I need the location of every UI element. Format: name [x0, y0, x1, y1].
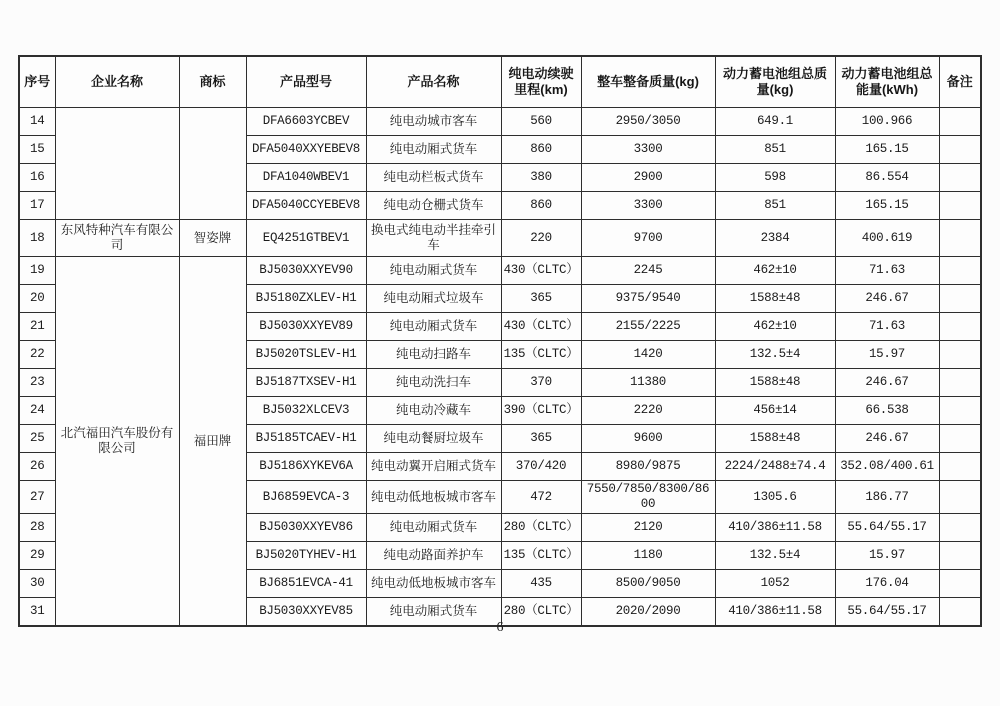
cell-range: 560 — [501, 108, 581, 136]
col-header-mass: 整车整备质量(kg) — [581, 56, 715, 108]
cell-mass: 2020/2090 — [581, 598, 715, 627]
cell-battery-mass: 2384 — [715, 220, 835, 257]
cell-battery-energy: 55.64/55.17 — [835, 514, 939, 542]
cell-no: 27 — [19, 481, 55, 514]
cell-trademark: 智姿牌 — [179, 220, 246, 257]
cell-remark — [939, 481, 981, 514]
cell-battery-energy: 71.63 — [835, 313, 939, 341]
cell-remark — [939, 453, 981, 481]
cell-mass: 2120 — [581, 514, 715, 542]
cell-battery-energy: 100.966 — [835, 108, 939, 136]
cell-company — [55, 108, 179, 220]
cell-range: 365 — [501, 425, 581, 453]
cell-model: EQ4251GTBEV1 — [246, 220, 366, 257]
cell-remark — [939, 514, 981, 542]
cell-battery-energy: 246.67 — [835, 425, 939, 453]
cell-mass: 8500/9050 — [581, 570, 715, 598]
cell-mass: 9700 — [581, 220, 715, 257]
cell-no: 18 — [19, 220, 55, 257]
col-header-model: 产品型号 — [246, 56, 366, 108]
cell-model: BJ5030XXYEV89 — [246, 313, 366, 341]
cell-trademark — [179, 108, 246, 220]
cell-no: 24 — [19, 397, 55, 425]
cell-trademark: 福田牌 — [179, 257, 246, 627]
cell-name: 纯电动栏板式货车 — [366, 164, 501, 192]
cell-no: 14 — [19, 108, 55, 136]
cell-company: 北汽福田汽车股份有限公司 — [55, 257, 179, 627]
cell-model: DFA5040XXYEBEV8 — [246, 136, 366, 164]
cell-no: 30 — [19, 570, 55, 598]
cell-range: 370/420 — [501, 453, 581, 481]
col-header-company: 企业名称 — [55, 56, 179, 108]
col-header-trademark: 商标 — [179, 56, 246, 108]
cell-mass: 2220 — [581, 397, 715, 425]
cell-battery-mass: 649.1 — [715, 108, 835, 136]
cell-mass: 8980/9875 — [581, 453, 715, 481]
cell-battery-energy: 246.67 — [835, 285, 939, 313]
cell-mass: 9600 — [581, 425, 715, 453]
cell-no: 19 — [19, 257, 55, 285]
cell-battery-mass: 1588±48 — [715, 369, 835, 397]
cell-range: 860 — [501, 136, 581, 164]
cell-mass: 3300 — [581, 136, 715, 164]
cell-no: 17 — [19, 192, 55, 220]
cell-battery-mass: 132.5±4 — [715, 542, 835, 570]
cell-remark — [939, 369, 981, 397]
cell-battery-energy: 186.77 — [835, 481, 939, 514]
vehicle-table — [18, 55, 982, 627]
cell-name: 纯电动翼开启厢式货车 — [366, 453, 501, 481]
cell-range: 280（CLTC） — [501, 598, 581, 627]
cell-name: 纯电动厢式货车 — [366, 136, 501, 164]
cell-model: BJ5030XXYEV90 — [246, 257, 366, 285]
cell-mass: 1420 — [581, 341, 715, 369]
cell-remark — [939, 220, 981, 257]
cell-battery-mass: 1588±48 — [715, 425, 835, 453]
cell-remark — [939, 257, 981, 285]
cell-model: BJ5186XYKEV6A — [246, 453, 366, 481]
cell-battery-mass: 851 — [715, 136, 835, 164]
cell-battery-energy: 400.619 — [835, 220, 939, 257]
cell-model: BJ5185TCAEV-H1 — [246, 425, 366, 453]
cell-battery-energy: 165.15 — [835, 192, 939, 220]
cell-model: BJ5187TXSEV-H1 — [246, 369, 366, 397]
cell-mass: 7550/7850/8300/8600 — [581, 481, 715, 514]
cell-range: 390（CLTC） — [501, 397, 581, 425]
cell-range: 430（CLTC） — [501, 257, 581, 285]
cell-no: 21 — [19, 313, 55, 341]
cell-name: 纯电动厢式货车 — [366, 257, 501, 285]
cell-battery-mass: 462±10 — [715, 257, 835, 285]
cell-name: 纯电动低地板城市客车 — [366, 481, 501, 514]
cell-no: 16 — [19, 164, 55, 192]
cell-mass: 2245 — [581, 257, 715, 285]
cell-name: 纯电动城市客车 — [366, 108, 501, 136]
cell-battery-mass: 1588±48 — [715, 285, 835, 313]
cell-range: 435 — [501, 570, 581, 598]
cell-remark — [939, 313, 981, 341]
cell-name: 纯电动厢式货车 — [366, 598, 501, 627]
col-header-battery-mass: 动力蓄电池组总质量(kg) — [715, 56, 835, 108]
cell-range: 365 — [501, 285, 581, 313]
cell-model: BJ5030XXYEV85 — [246, 598, 366, 627]
cell-model: DFA6603YCBEV — [246, 108, 366, 136]
table-row — [19, 108, 981, 136]
cell-battery-energy: 246.67 — [835, 369, 939, 397]
cell-model: BJ5030XXYEV86 — [246, 514, 366, 542]
cell-name: 纯电动低地板城市客车 — [366, 570, 501, 598]
cell-name: 纯电动路面养护车 — [366, 542, 501, 570]
cell-model: BJ6851EVCA-41 — [246, 570, 366, 598]
cell-mass: 1180 — [581, 542, 715, 570]
cell-remark — [939, 397, 981, 425]
col-header-battery-energy: 动力蓄电池组总能量(kWh) — [835, 56, 939, 108]
cell-model: BJ5180ZXLEV-H1 — [246, 285, 366, 313]
cell-range: 135（CLTC） — [501, 542, 581, 570]
cell-name: 纯电动洗扫车 — [366, 369, 501, 397]
cell-name: 纯电动厢式货车 — [366, 313, 501, 341]
cell-battery-energy: 352.08/400.61 — [835, 453, 939, 481]
cell-mass: 2900 — [581, 164, 715, 192]
cell-mass: 2155/2225 — [581, 313, 715, 341]
cell-name: 纯电动厢式货车 — [366, 514, 501, 542]
cell-battery-mass: 1305.6 — [715, 481, 835, 514]
cell-battery-mass: 598 — [715, 164, 835, 192]
cell-model: BJ6859EVCA-3 — [246, 481, 366, 514]
header-row — [19, 56, 981, 108]
cell-remark — [939, 108, 981, 136]
cell-remark — [939, 136, 981, 164]
cell-name: 纯电动餐厨垃圾车 — [366, 425, 501, 453]
cell-battery-mass: 132.5±4 — [715, 341, 835, 369]
table-row — [19, 257, 981, 285]
cell-name: 纯电动仓栅式货车 — [366, 192, 501, 220]
cell-range: 220 — [501, 220, 581, 257]
cell-battery-mass: 410/386±11.58 — [715, 598, 835, 627]
cell-battery-energy: 86.554 — [835, 164, 939, 192]
cell-battery-mass: 456±14 — [715, 397, 835, 425]
cell-remark — [939, 164, 981, 192]
cell-name: 纯电动厢式垃圾车 — [366, 285, 501, 313]
cell-no: 31 — [19, 598, 55, 627]
cell-remark — [939, 425, 981, 453]
cell-range: 135（CLTC） — [501, 341, 581, 369]
cell-mass: 9375/9540 — [581, 285, 715, 313]
cell-company: 东风特种汽车有限公司 — [55, 220, 179, 257]
cell-no: 26 — [19, 453, 55, 481]
cell-battery-energy: 15.97 — [835, 542, 939, 570]
cell-mass: 2950/3050 — [581, 108, 715, 136]
cell-no: 28 — [19, 514, 55, 542]
cell-range: 472 — [501, 481, 581, 514]
cell-range: 380 — [501, 164, 581, 192]
cell-model: BJ5020TYHEV-H1 — [246, 542, 366, 570]
cell-range: 280（CLTC） — [501, 514, 581, 542]
cell-battery-energy: 15.97 — [835, 341, 939, 369]
cell-battery-energy: 55.64/55.17 — [835, 598, 939, 627]
page-number: 6 — [496, 620, 504, 635]
cell-no: 22 — [19, 341, 55, 369]
cell-battery-mass: 851 — [715, 192, 835, 220]
cell-name: 纯电动扫路车 — [366, 341, 501, 369]
col-header-remark: 备注 — [939, 56, 981, 108]
cell-model: BJ5020TSLEV-H1 — [246, 341, 366, 369]
cell-remark — [939, 285, 981, 313]
cell-no: 20 — [19, 285, 55, 313]
cell-battery-mass: 2224/2488±74.4 — [715, 453, 835, 481]
cell-battery-energy: 165.15 — [835, 136, 939, 164]
cell-range: 430（CLTC） — [501, 313, 581, 341]
cell-no: 29 — [19, 542, 55, 570]
cell-battery-energy: 66.538 — [835, 397, 939, 425]
col-header-no: 序号 — [19, 56, 55, 108]
table-row — [19, 220, 981, 257]
cell-battery-energy: 71.63 — [835, 257, 939, 285]
cell-battery-mass: 462±10 — [715, 313, 835, 341]
cell-model: DFA1040WBEV1 — [246, 164, 366, 192]
cell-range: 370 — [501, 369, 581, 397]
cell-remark — [939, 570, 981, 598]
col-header-name: 产品名称 — [366, 56, 501, 108]
cell-remark — [939, 542, 981, 570]
cell-battery-energy: 176.04 — [835, 570, 939, 598]
cell-battery-mass: 410/386±11.58 — [715, 514, 835, 542]
cell-model: BJ5032XLCEV3 — [246, 397, 366, 425]
cell-no: 15 — [19, 136, 55, 164]
cell-no: 25 — [19, 425, 55, 453]
cell-no: 23 — [19, 369, 55, 397]
cell-name: 换电式纯电动半挂牵引车 — [366, 220, 501, 257]
cell-battery-mass: 1052 — [715, 570, 835, 598]
cell-range: 860 — [501, 192, 581, 220]
cell-model: DFA5040CCYEBEV8 — [246, 192, 366, 220]
cell-mass: 11380 — [581, 369, 715, 397]
cell-remark — [939, 341, 981, 369]
cell-name: 纯电动冷藏车 — [366, 397, 501, 425]
cell-remark — [939, 192, 981, 220]
col-header-range: 纯电动续驶里程(km) — [501, 56, 581, 108]
cell-mass: 3300 — [581, 192, 715, 220]
